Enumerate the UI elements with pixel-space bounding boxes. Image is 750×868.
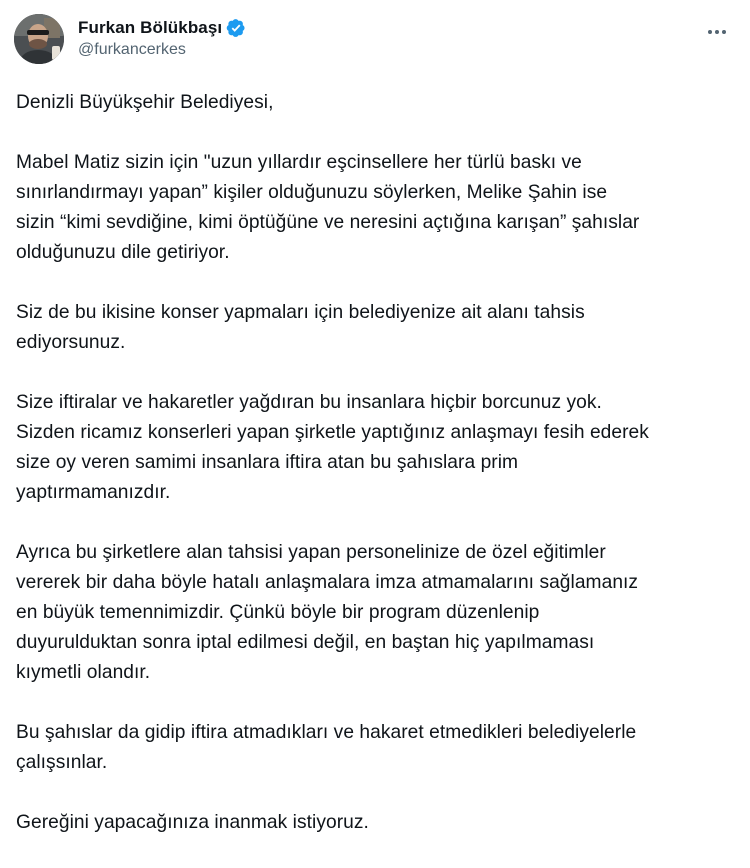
tweet-paragraph: Gereğini yapacağınıza inanmak istiyoruz. (16, 812, 369, 833)
more-options-button[interactable] (702, 20, 732, 44)
author-info (78, 17, 246, 59)
verified-badge-icon (226, 18, 246, 38)
tweet-paragraph: Siz de bu ikisine konser yapmaları için belediyenize ait alanı tahsis ediyorsunuz. (16, 302, 585, 353)
tweet-paragraph: Size iftiralar ve hakaretler yağdıran bu insanlara hiçbir borcunuz yok. Sizden ricamız konserleri yapan şirketle yaptığınız anlaşmayı fesih ederek size oy veren samimi insanlara iftira atan bu şahıslara prim yaptırmamanızdır. (16, 392, 649, 503)
avatar[interactable] (14, 14, 64, 64)
tweet-header (14, 12, 736, 68)
tweet-paragraph: Bu şahıslar da gidip iftira atmadıkları ve hakaret etmedikleri belediyelerle çalışsınlar. (16, 722, 637, 773)
tweet-paragraph: Mabel Matiz sizin için "uzun yıllardır eşcinsellere her türlü baskı ve sınırlandırmayı yapan” kişiler olduğunuzu söylerken, Melike Şahin ise sizin “kimi sevdiğine, kimi öptüğüne ve neresini açtığına karışan” şahıslar olduğunuzu dile getiriyor. (16, 152, 640, 263)
display-name-row (78, 17, 246, 39)
more-horizontal-icon (707, 29, 727, 35)
tweet-text (16, 88, 736, 868)
tweet-paragraph: Ayrıca bu şirketlere alan tahsisi yapan personelinize de özel eğitimler vererek bir daha böyle hatalı anlaşmalara imza atmamalarını sağlamanız en büyük temennimizdir. Çünkü böyle bir program düzenlenip duyurulduktan sonra iptal edilmesi değil, en baştan hiç yapılmaması kıymetli olandır. (16, 542, 639, 683)
display-name[interactable]: Furkan Bölükbaşı (78, 18, 223, 37)
tweet-paragraph: Denizli Büyükşehir Belediyesi, (16, 92, 274, 113)
handle[interactable]: @furkancerkes (78, 41, 186, 58)
avatar-photo (14, 14, 64, 64)
